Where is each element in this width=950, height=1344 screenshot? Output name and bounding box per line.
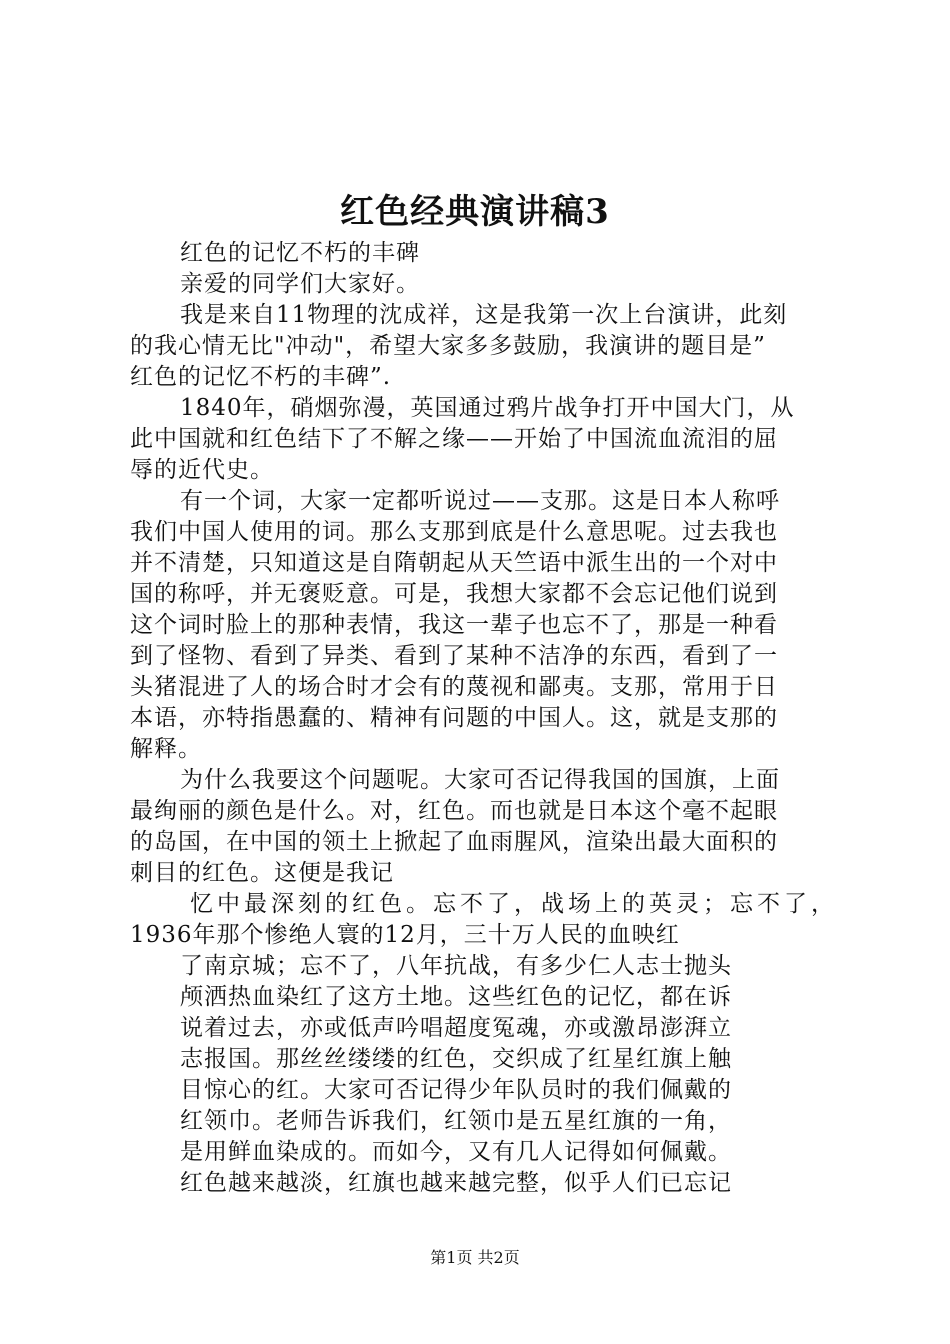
- text-line: 为什么我要这个问题呢。大家可否记得我国的国旗，上面: [180, 767, 780, 793]
- text-line: 头猪混进了人的场合时才会有的蔑视和鄙夷。支那，常用于日: [130, 674, 778, 700]
- text-line: 1936年那个惨绝人寰的12月，三十万人民的血映红: [130, 922, 680, 948]
- text-line: 国的称呼，并无褒贬意。可是，我想大家都不会忘记他们说到: [130, 581, 778, 607]
- text-line: 最绚丽的颜色是什么。对，红色。而也就是日本这个毫不起眼: [130, 798, 778, 824]
- text-line: 志报国。那丝丝缕缕的红色，交织成了红星红旗上触: [180, 1046, 732, 1072]
- text-line: 此中国就和红色结下了不解之缘——开始了中国流血流泪的屈: [130, 426, 778, 452]
- document-title: 红色经典演讲稿3: [340, 192, 610, 232]
- text-line: 有一个词，大家一定都听说过——支那。这是日本人称呼: [180, 488, 780, 514]
- text-line: 目惊心的红。大家可否记得少年队员时的我们佩戴的: [180, 1077, 732, 1103]
- text-line: 到了怪物、看到了异类、看到了某种不洁净的东西，看到了一: [130, 643, 778, 669]
- text-line: 红色越来越淡，红旗也越来越完整，似乎人们已忘记: [180, 1170, 732, 1196]
- text-line: 辱的近代史。: [130, 457, 274, 483]
- text-line: 本语，亦特指愚蠢的、精神有问题的中国人。这，就是支那的: [130, 705, 778, 731]
- text-line: 1840年，硝烟弥漫，英国通过鸦片战争打开中国大门，从: [180, 395, 795, 421]
- text-line: 解释。: [130, 736, 202, 762]
- text-line: 我们中国人使用的词。那么支那到底是什么意思呢。过去我也: [130, 519, 778, 545]
- text-line: 红色的记忆不朽的丰碑”.: [130, 364, 392, 390]
- text-line: 亲爱的同学们大家好。: [180, 271, 420, 297]
- text-line: 我是来自11物理的沈成祥，这是我第一次上台演讲，此刻: [180, 302, 788, 328]
- text-line: 红领巾。老师告诉我们，红领巾是五星红旗的一角，: [180, 1108, 732, 1134]
- text-line: 并不清楚，只知道这是自隋朝起从天竺语中派生出的一个对中: [130, 550, 778, 576]
- text-line: 说着过去，亦或低声吟唱超度冤魂，亦或激昂澎湃立: [180, 1015, 732, 1041]
- page-number-footer: 第1页 共2页: [430, 1248, 520, 1267]
- text-line: 颅洒热血染红了这方土地。这些红色的记忆，都在诉: [180, 984, 732, 1010]
- text-line: 刺目的红色。这便是我记: [130, 860, 394, 886]
- text-line: 红色的记忆不朽的丰碑: [180, 240, 420, 266]
- text-line: 了南京城；忘不了，八年抗战，有多少仁人志士抛头: [180, 953, 732, 979]
- text-line: 这个词时脸上的那种表情，我这一辈子也忘不了，那是一种看: [130, 612, 778, 638]
- text-line: 的我心情无比"冲动"，希望大家多多鼓励，我演讲的题目是”: [130, 333, 766, 359]
- text-line: 是用鲜血染成的。而如今，又有几人记得如何佩戴。: [180, 1139, 732, 1165]
- text-line: 的岛国，在中国的领土上掀起了血雨腥风，渲染出最大面积的: [130, 829, 778, 855]
- text-line: 忆中最深刻的红色。忘不了，战场上的英灵；忘不了，: [190, 891, 838, 917]
